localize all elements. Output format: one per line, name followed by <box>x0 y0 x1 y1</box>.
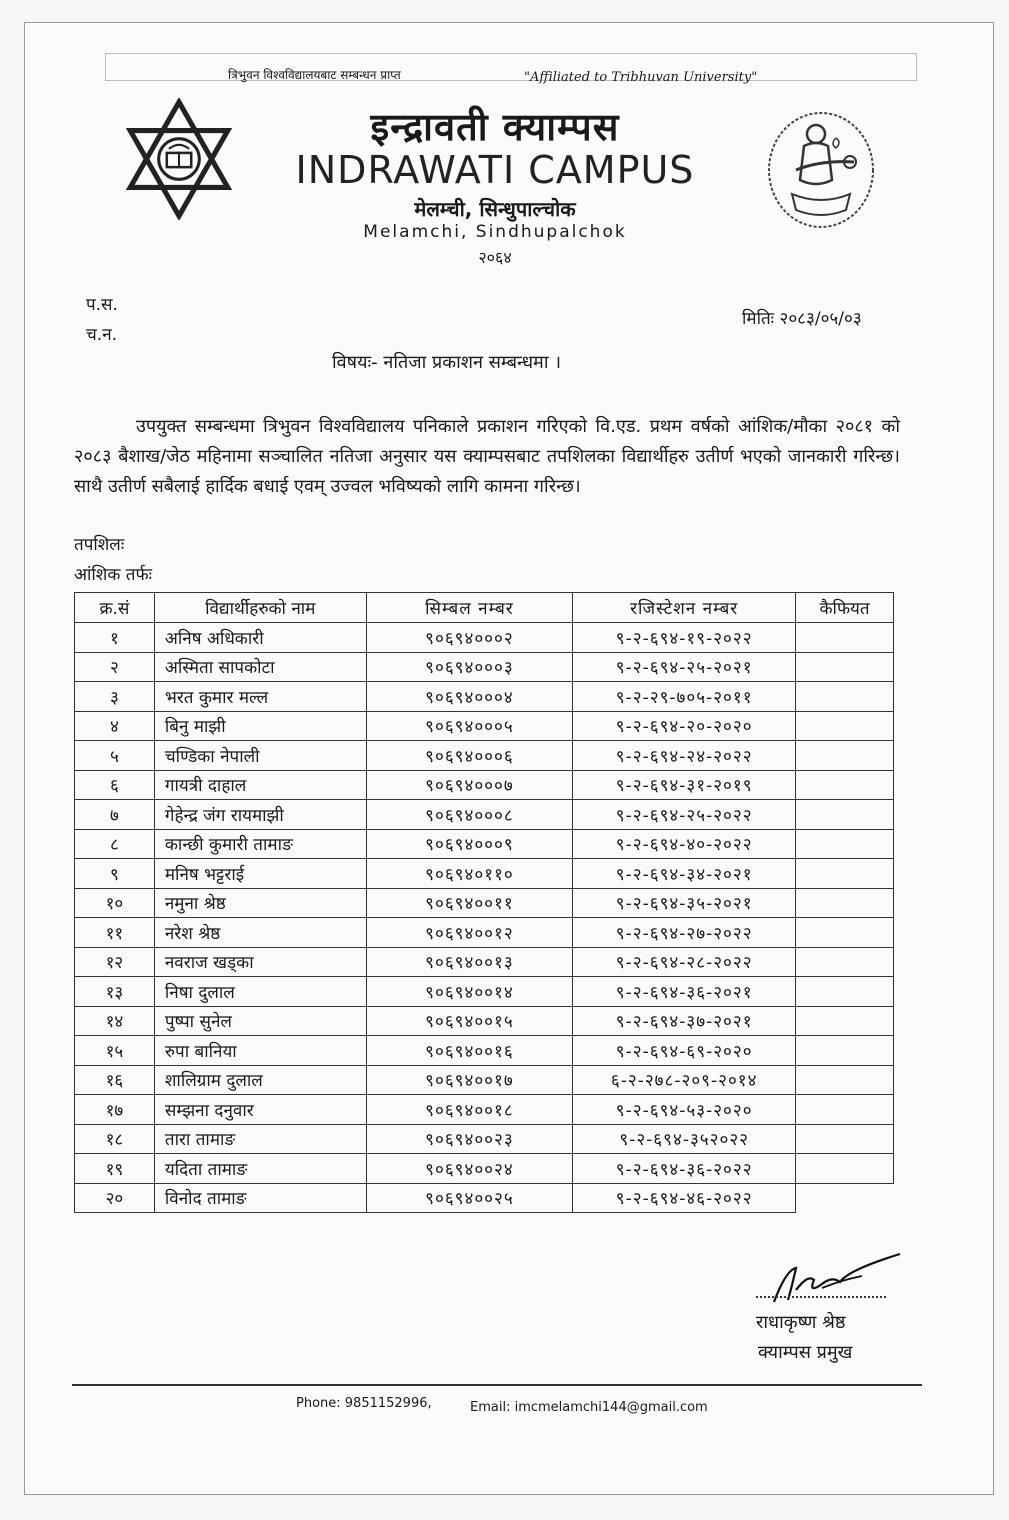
table-row <box>75 1124 894 1154</box>
row-remarks <box>796 1124 894 1154</box>
row-sn: १२ <box>75 947 155 977</box>
row-remarks <box>796 1095 894 1125</box>
row-symbol: ९०६९४००१६ <box>366 1036 573 1066</box>
row-remarks <box>796 652 894 682</box>
row-registration: ९-२-६९४-२८-२०२२ <box>573 947 796 977</box>
row-registration: ९-२-६९४-३७-२०२१ <box>573 1006 796 1036</box>
row-registration: ९-२-६९४-२५-२०२१ <box>573 652 796 682</box>
row-registration: ९-२-६९४-४०-२०२२ <box>573 829 796 859</box>
row-registration: ९-२-६९४-३६-२०२१ <box>573 977 796 1007</box>
row-sn: ४ <box>75 711 155 741</box>
header-symbol: सिम्बल नम्बर <box>366 593 573 623</box>
row-sn: ३ <box>75 682 155 712</box>
affiliation-np: त्रिभुवन विश्वविद्यालयबाट सम्बन्धन प्राप्त <box>228 68 401 82</box>
row-symbol: ९०६९४००१४ <box>366 977 573 1007</box>
row-name: यदिता तामाङ <box>154 1154 366 1184</box>
row-registration: ९-२-६९४-१९-२०२२ <box>573 623 796 653</box>
row-name: गेहेन्द्र जंग रायमाझी <box>154 800 366 830</box>
row-remarks <box>796 1065 894 1095</box>
row-sn: ८ <box>75 829 155 859</box>
row-remarks <box>796 947 894 977</box>
row-sn: १९ <box>75 1154 155 1184</box>
signature-icon <box>752 1250 902 1310</box>
row-remarks <box>796 1036 894 1066</box>
table-row <box>75 888 894 918</box>
signature-line <box>756 1296 886 1298</box>
row-sn: ५ <box>75 741 155 771</box>
row-registration: ९-२-६९४-३४-२०२१ <box>573 859 796 889</box>
row-symbol: ९०६९४००२४ <box>366 1154 573 1184</box>
table-row <box>75 1036 894 1066</box>
row-remarks <box>796 623 894 653</box>
row-symbol: ९०६९४००१२ <box>366 918 573 948</box>
table-row <box>75 711 894 741</box>
row-symbol: ९०६९४०००५ <box>366 711 573 741</box>
row-symbol: ९०६९४००११ <box>366 888 573 918</box>
row-sn: १० <box>75 888 155 918</box>
row-name: चण्डिका नेपाली <box>154 741 366 771</box>
row-symbol: ९०६९४०००८ <box>366 800 573 830</box>
table-row <box>75 947 894 977</box>
campus-star-logo-icon <box>118 98 240 220</box>
header-remarks: कैफियत <box>796 593 894 623</box>
row-name: रुपा बानिया <box>154 1036 366 1066</box>
row-registration: ९-२-६९४-२७-२०२२ <box>573 918 796 948</box>
table-row <box>75 1065 894 1095</box>
table-row <box>75 859 894 889</box>
row-symbol: ९०६९४०००६ <box>366 741 573 771</box>
row-sn: २ <box>75 652 155 682</box>
row-name: तारा तामाङ <box>154 1124 366 1154</box>
saraswati-seal-icon <box>766 110 876 230</box>
row-symbol: ९०६९४००२३ <box>366 1124 573 1154</box>
letter-subject: विषयः- नतिजा प्रकाशन सम्बन्धमा । <box>332 352 562 373</box>
header-registration: रजिस्टेशन नम्बर <box>573 593 796 623</box>
row-symbol: ९०६९४००१८ <box>366 1095 573 1125</box>
row-remarks <box>796 918 894 948</box>
table-row <box>75 800 894 830</box>
row-registration: ९-२-६९४-६९-२०२० <box>573 1036 796 1066</box>
row-name: अनिष अधिकारी <box>154 623 366 653</box>
signer-title: क्याम्पस प्रमुख <box>758 1342 853 1363</box>
row-symbol: ९०६९४००१३ <box>366 947 573 977</box>
table-row <box>75 1154 894 1184</box>
row-sn: २० <box>75 1183 155 1213</box>
row-registration: ६-२-२७८-२०९-२०१४ <box>573 1065 796 1095</box>
row-remarks <box>796 977 894 1007</box>
row-name: अस्मिता सापकोटा <box>154 652 366 682</box>
row-name: नरेश श्रेष्ठ <box>154 918 366 948</box>
row-registration: ९-२-६९४-३१-२०१९ <box>573 770 796 800</box>
table-row <box>75 770 894 800</box>
row-sn: ९ <box>75 859 155 889</box>
row-sn: ११ <box>75 918 155 948</box>
row-sn: ७ <box>75 800 155 830</box>
row-registration: ९-२-६९४-३५-२०२१ <box>573 888 796 918</box>
row-sn: १५ <box>75 1036 155 1066</box>
row-registration: ९-२-६९४-४६-२०२२ <box>573 1183 796 1213</box>
row-registration: ९-२-६९४-३६-२०२२ <box>573 1154 796 1184</box>
row-remarks <box>796 741 894 771</box>
top-border-box <box>105 53 917 81</box>
table-row <box>75 741 894 771</box>
table-row <box>75 1183 894 1213</box>
campus-name-np: इन्द्रावती क्याम्पस <box>370 105 620 149</box>
footer-email: Email: imcmelamchi144@gmail.com <box>470 1400 708 1415</box>
row-sn: ६ <box>75 770 155 800</box>
row-name: गायत्री दाहाल <box>154 770 366 800</box>
row-name: विनोद तामाङ <box>154 1183 366 1213</box>
row-symbol: ९०६९४००१५ <box>366 1006 573 1036</box>
row-remarks <box>796 1154 894 1184</box>
row-remarks <box>796 859 894 889</box>
row-sn: १६ <box>75 1065 155 1095</box>
row-registration: ९-२-६९४-२०-२०२० <box>573 711 796 741</box>
row-registration: ९-२-६९४-३५२०२२ <box>573 1124 796 1154</box>
reference-cn: च.न. <box>86 325 118 345</box>
row-remarks <box>796 682 894 712</box>
row-registration: ९-२-६९४-२४-२०२२ <box>573 741 796 771</box>
row-symbol: ९०६९४००२५ <box>366 1183 573 1213</box>
row-symbol: ९०६९४०००७ <box>366 770 573 800</box>
table-row <box>75 918 894 948</box>
table-row <box>75 1095 894 1125</box>
row-sn: १८ <box>75 1124 155 1154</box>
details-label: तपशिलः <box>74 535 125 555</box>
row-name: नवराज खड्का <box>154 947 366 977</box>
letter-date: मितिः २०८३/०५/०३ <box>742 309 862 329</box>
row-remarks <box>796 800 894 830</box>
section-label: आंशिक तर्फः <box>74 565 153 585</box>
row-name: पुष्पा सुनेल <box>154 1006 366 1036</box>
table-row <box>75 652 894 682</box>
results-table <box>74 592 894 1213</box>
row-name: बिनु माझी <box>154 711 366 741</box>
affiliation-en: "Affiliated to Tribhuvan University" <box>524 70 758 85</box>
row-sn: १४ <box>75 1006 155 1036</box>
row-remarks <box>796 888 894 918</box>
row-symbol: ९०६९४०००९ <box>366 829 573 859</box>
table-header-row <box>75 593 894 623</box>
signer-name: राधाकृष्ण श्रेष्ठ <box>756 1312 846 1333</box>
row-registration: ९-२-६९४-५३-२०२० <box>573 1095 796 1125</box>
row-name: भरत कुमार मल्ल <box>154 682 366 712</box>
row-symbol: ९०६९४०००३ <box>366 652 573 682</box>
table-row <box>75 1006 894 1036</box>
location-np: मेलम्ची, सिन्धुपाल्चोक <box>414 197 576 221</box>
table-row <box>75 829 894 859</box>
table-row <box>75 977 894 1007</box>
table-row <box>75 623 894 653</box>
row-remarks <box>796 770 894 800</box>
row-symbol: ९०६९४००१७ <box>366 1065 573 1095</box>
row-sn: १३ <box>75 977 155 1007</box>
row-name: शालिग्राम दुलाल <box>154 1065 366 1095</box>
row-symbol: ९०६९४०११० <box>366 859 573 889</box>
reference-ps: प.स. <box>86 295 118 315</box>
location-en: Melamchi, Sindhupalchok <box>363 222 627 242</box>
row-registration: ९-२-६९४-२५-२०२२ <box>573 800 796 830</box>
row-symbol: ९०६९४०००४ <box>366 682 573 712</box>
row-sn: १७ <box>75 1095 155 1125</box>
footer-phone: Phone: 9851152996, <box>296 1396 432 1411</box>
header-name: विद्यार्थीहरुको नाम <box>154 593 366 623</box>
table-row <box>75 682 894 712</box>
row-registration: ९-२-२९-७०५-२०११ <box>573 682 796 712</box>
row-symbol: ९०६९४०००२ <box>366 623 573 653</box>
established-year: २०६४ <box>478 248 512 267</box>
header-sn: क्र.सं <box>75 593 155 623</box>
letter-body: उपयुक्त सम्बन्धमा त्रिभुवन विश्वविद्यालय पनिकाले प्रकाशन गरिएको वि.एड. प्रथम वर्षको आंशिक/मौका २०८१ को २०८३ बैशाख/जेठ महिनामा सञ्चालित नतिजा अनुसार यस क्याम्पसबाट तपशिलका विद्यार्थीहरु उतीर्ण भएको जानकारी गरिन्छ। साथै उतीर्ण सबैलाई हार्दिक बधाई एवम् उज्वल भविष्यको लागि कामना गरिन्छ। <box>74 416 900 497</box>
row-sn: १ <box>75 623 155 653</box>
footer-divider <box>72 1384 922 1386</box>
row-remarks <box>796 711 894 741</box>
row-remarks <box>796 829 894 859</box>
row-name: मनिष भट्टराई <box>154 859 366 889</box>
row-name: नमुना श्रेष्ठ <box>154 888 366 918</box>
row-remarks <box>796 1006 894 1036</box>
row-name: निषा दुलाल <box>154 977 366 1007</box>
row-name: सम्झना दनुवार <box>154 1095 366 1125</box>
row-name: कान्छी कुमारी तामाङ <box>154 829 366 859</box>
campus-name-en: INDRAWATI CAMPUS <box>295 148 695 192</box>
row-remarks <box>796 1183 894 1213</box>
